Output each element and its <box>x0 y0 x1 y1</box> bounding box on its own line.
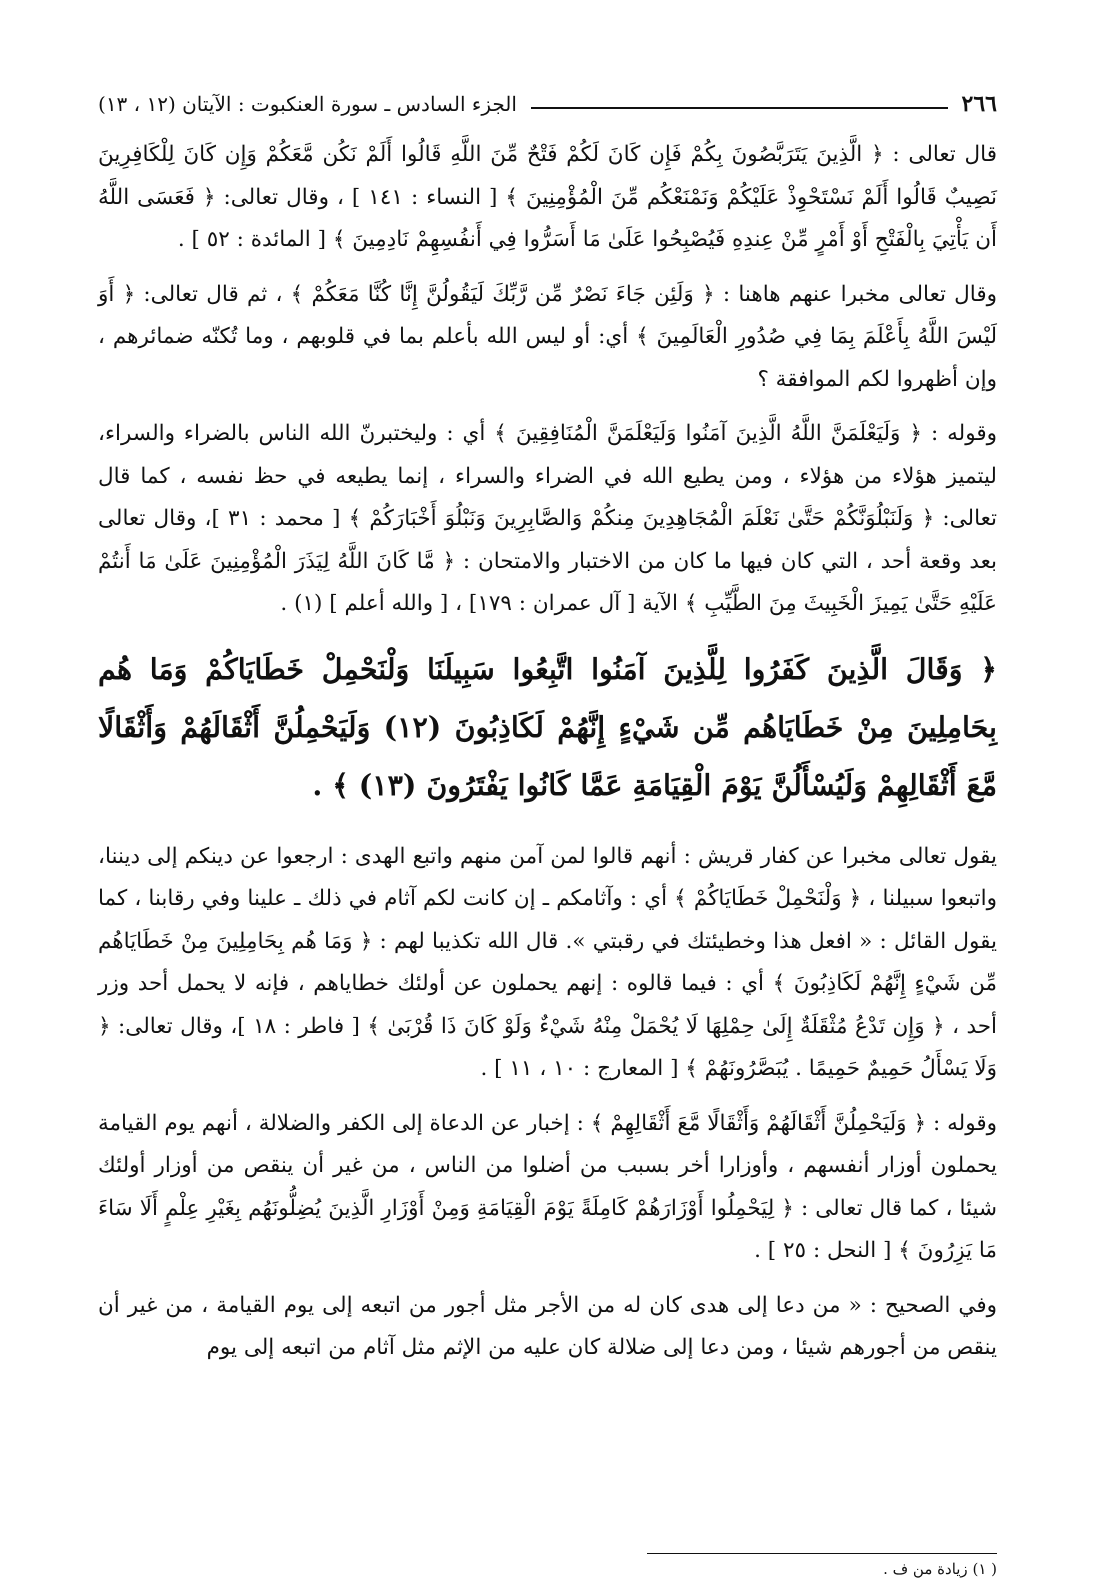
paragraph: وفي الصحيح : « من دعا إلى هدى كان له من الأجر مثل أجور من اتبعه إلى يوم القيامة ، من غير أن ينقص من أجورهم شيئا ، ومن دعا إلى ضلالة كان عليه من الإثم مثل آثام من اتبعه إلى يوم <box>98 1292 997 1360</box>
paragraph: وقال تعالى مخبرا عنهم هاهنا : ﴿ وَلَئِن جَاءَ نَصْرٌ مِّن رَّبِّكَ لَيَقُولُنَّ إِنَّا كُنَّا مَعَكُمْ ﴾ ، ثم قال تعالى: ﴿ أَوَ لَيْسَ اللَّهُ بِأَعْلَمَ بِمَا فِي صُدُورِ الْعَالَمِينَ ﴾ أي: أو ليس الله بأعلم بما في قلوبهم ، وما تُكنّه ضمائرهم ، وإن أظهروا لكم الموافقة ؟ <box>98 281 997 392</box>
running-title: الجزء السادس ـ سورة العنكبوت : الآيتان (١٢ ، ١٣) <box>98 92 517 116</box>
page-number: ٢٦٦ <box>961 91 997 117</box>
footnote: ( ١) زيادة من ف . <box>883 1560 997 1578</box>
footnote-divider <box>647 1553 997 1554</box>
paragraph: يقول تعالى مخبرا عن كفار قريش : أنهم قالوا لمن آمن منهم واتبع الهدى : ارجعوا عن دينكم إلى ديننا، واتبعوا سبيلنا ، ﴿ وَلْنَحْمِلْ خَطَايَاكُمْ ﴾ أي : وآثامكم ـ إن كانت لكم آثام في ذلك ـ علينا وفي رقابنا ، كما يقول القائل : « افعل هذا وخطيئتك في رقبتي ». قال الله تكذيبا لهم : ﴿ وَمَا هُم بِحَامِلِينَ مِنْ خَطَايَاهُم مِّن شَيْءٍ إِنَّهُمْ لَكَاذِبُونَ ﴾ أي : فيما قالوه : إنهم يحملون عن أولئك خطاياهم ، فإنه لا يحمل أحد وزر أحد ، ﴿ وَإِن تَدْعُ مُثْقَلَةٌ إِلَىٰ حِمْلِهَا لَا يُحْمَلْ مِنْهُ شَيْءٌ وَلَوْ كَانَ ذَا قُرْبَىٰ ﴾ [ فاطر : ١٨ ]، وقال تعالى: ﴿ وَلَا يَسْأَلُ حَمِيمٌ حَمِيمًا . يُبَصَّرُونَهُمْ ﴾ [ المعارج : ١٠ ، ١١ ] . <box>98 843 997 1081</box>
paragraph: وقوله : ﴿ وَلَيَحْمِلُنَّ أَثْقَالَهُمْ وَأَثْقَالًا مَّعَ أَثْقَالِهِمْ ﴾ : إخبار عن الدعاة إلى الكفر والضلالة ، أنهم يوم القيامة يحملون أوزار أنفسهم ، وأوزارا أخر بسبب من أضلوا من الناس ، من غير أن ينقص من أوزار أولئك شيئا ، كما قال تعالى : ﴿ لِيَحْمِلُوا أَوْزَارَهُمْ كَامِلَةً يَوْمَ الْقِيَامَةِ وَمِنْ أَوْزَارِ الَّذِينَ يُضِلُّونَهُم بِغَيْرِ عِلْمٍ أَلَا سَاءَ مَا يَزِرُونَ ﴾ [ النحل : ٢٥ ] . <box>98 1110 997 1263</box>
paragraph: قال تعالى : ﴿ الَّذِينَ يَتَرَبَّصُونَ بِكُمْ فَإِن كَانَ لَكُمْ فَتْحٌ مِّنَ اللَّهِ قَالُوا أَلَمْ نَكُن مَّعَكُمْ وَإِن كَانَ لِلْكَافِرِينَ نَصِيبٌ قَالُوا أَلَمْ نَسْتَحْوِذْ عَلَيْكُمْ وَنَمْنَعْكُم مِّنَ الْمُؤْمِنِينَ ﴾ [ النساء : ١٤١ ] ، وقال تعالى: ﴿ فَعَسَى اللَّهُ أَن يَأْتِيَ بِالْفَتْحِ أَوْ أَمْرٍ مِّنْ عِندِهِ فَيُصْبِحُوا عَلَىٰ مَا أَسَرُّوا فِي أَنفُسِهِمْ نَادِمِينَ ﴾ [ المائدة : ٥٢ ] . <box>98 142 997 252</box>
paragraph: وقوله : ﴿ وَلَيَعْلَمَنَّ اللَّهُ الَّذِينَ آمَنُوا وَلَيَعْلَمَنَّ الْمُنَافِقِينَ ﴾ أي : وليختبرنّ الله الناس بالضراء والسراء، ليتميز هؤلاء من هؤلاء ، ومن يطيع الله في الضراء والسراء ، إنما يطيعه في حظ نفسه ، كما قال تعالى: ﴿ وَلَنَبْلُوَنَّكُمْ حَتَّىٰ نَعْلَمَ الْمُجَاهِدِينَ مِنكُمْ وَالصَّابِرِينَ وَنَبْلُوَ أَخْبَارَكُمْ ﴾ [ محمد : ٣١ ]، وقال تعالى بعد وقعة أحد ، التي كان فيها ما كان من الاختبار والامتحان : ﴿ مَّا كَانَ اللَّهُ لِيَذَرَ الْمُؤْمِنِينَ عَلَىٰ مَا أَنتُمْ عَلَيْهِ حَتَّىٰ يَمِيزَ الْخَبِيثَ مِنَ الطَّيِّبِ ﴾ الآية [ آل عمران : ١٧٩] ، [ والله أعلم ] (١) . <box>98 421 997 616</box>
page-header <box>98 84 997 124</box>
quran-verse-block: ﴿ وَقَالَ الَّذِينَ كَفَرُوا لِلَّذِينَ آمَنُوا اتَّبِعُوا سَبِيلَنَا وَلْنَحْمِلْ خَطَايَاكُمْ وَمَا هُم بِحَامِلِينَ مِنْ خَطَايَاهُم مِّن شَيْءٍ إِنَّهُمْ لَكَاذِبُونَ (١٢) وَلَيَحْمِلُنَّ أَثْقَالَهُمْ وَأَثْقَالًا مَّعَ أَثْقَالِهِمْ وَلَيُسْأَلُنَّ يَوْمَ الْقِيَامَةِ عَمَّا كَانُوا يَفْتَرُونَ (١٣) ﴾ . <box>98 651 997 802</box>
header-rule <box>531 107 948 109</box>
